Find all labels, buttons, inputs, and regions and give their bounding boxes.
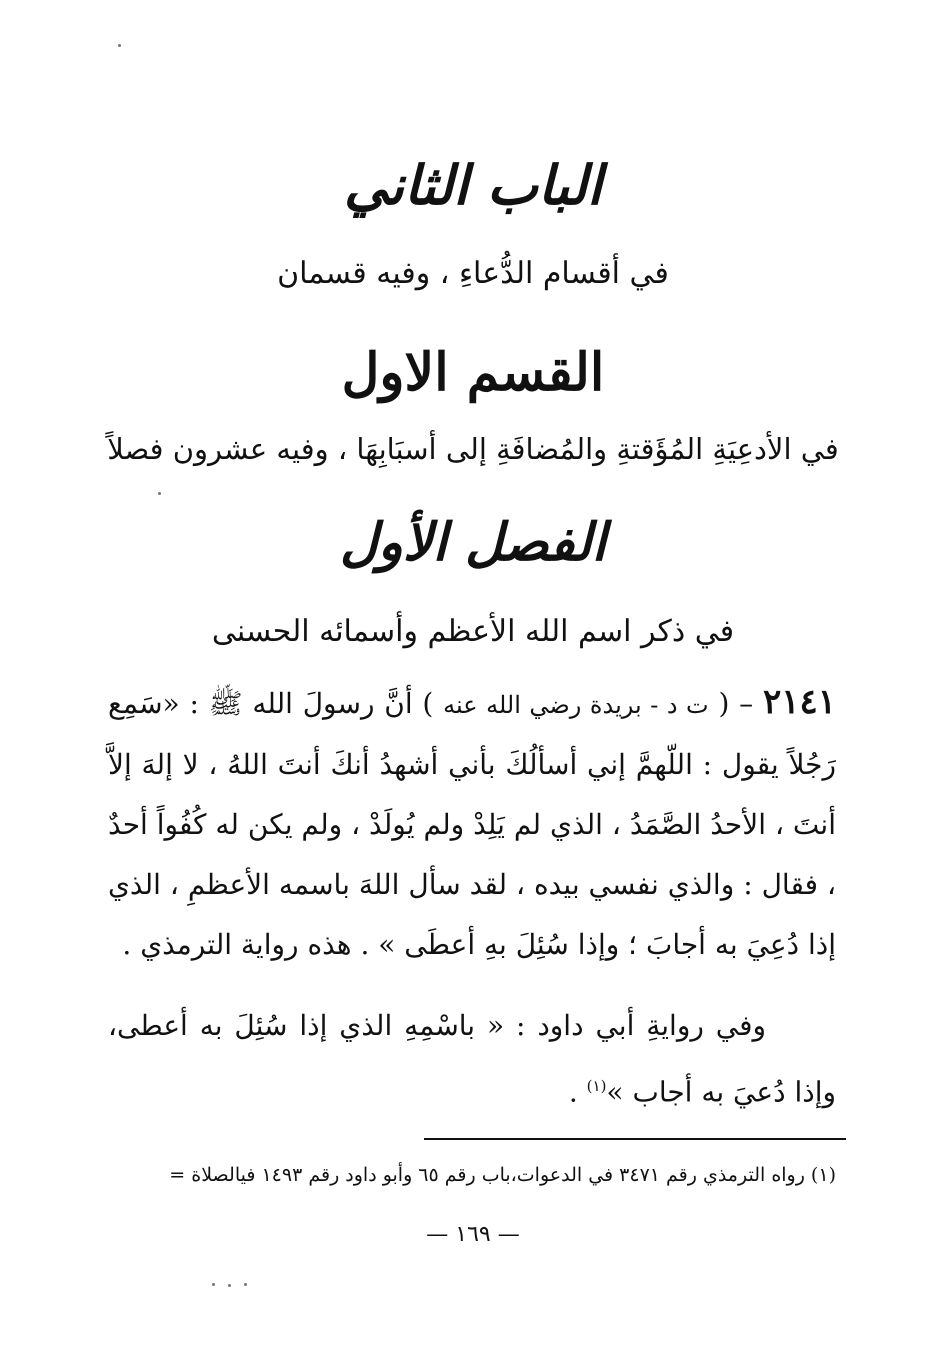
scan-speck <box>158 492 161 495</box>
scan-speck <box>228 1284 231 1287</box>
footnote-divider <box>424 1138 846 1140</box>
section-subtitle: في الأدعِيَةِ المُؤَقتةِ والمُضافَةِ إلى أسبَابِهَا ، وفيه عشرون فصلاً <box>107 432 839 466</box>
hadith-text: ) أنَّ رسولَ الله ﷺ : «سَمِع رَجُلاً يقول : اللّهمَّ إني أسألُكَ بأني أشهدُ أنكَ أنتَ اللهُ ، لا إلهَ إلاَّ أنتَ ، الأحدُ الصَّمَدُ ، الذي لم يَلِدْ ولم يُولَدْ ، ولم يكن له كُفُواً أحدٌ ، فقال : والذي نفسي بيده ، لقد سأل اللهَ باسمه الأعظمِ ، الذي إذا دُعِيَ به أجابَ ؛ وإذا سُئِلَ بهِ أعطَى » . هذه رواية الترمذي . <box>108 687 836 961</box>
page-number: — ١٦٩ — <box>426 1222 520 1247</box>
chapter-heading: الفصل الأول <box>339 512 607 573</box>
scan-speck <box>212 1283 215 1286</box>
scan-speck <box>244 1283 247 1286</box>
alternate-narration-paragraph <box>108 996 836 1122</box>
alternate-narration-end: . <box>568 1075 587 1109</box>
hadith-dash: – ( <box>708 687 763 720</box>
footnote: (١) رواه الترمذي رقم ٣٤٧١ في الدعوات،باب رقم ٦٥ وأبو داود رقم ١٤٩٣ فيالصلاة = <box>169 1164 836 1186</box>
hadith-reference: ت د - بريدة رضي الله عنه <box>443 691 709 719</box>
footnote-marker: (١) <box>586 1077 607 1095</box>
alternate-narration-text: وفي روايةِ أبي داود : « باسْمِهِ الذي إذا سُئِلَ به أعطى، وإذا دُعيَ به أجاب » <box>108 1009 836 1109</box>
chapter-title: الباب الثاني <box>343 153 603 217</box>
chapter-subtitle: في أقسام الدُّعاءِ ، وفيه قسمان <box>277 256 669 291</box>
chapter-heading-subtitle: في ذكر اسم الله الأعظم وأسمائه الحسنى <box>211 614 735 649</box>
section-title: القسم الاول <box>341 342 605 403</box>
hadith-paragraph <box>108 672 836 975</box>
hadith-number: ٢١٤١ <box>762 682 837 722</box>
scan-speck <box>118 44 121 47</box>
